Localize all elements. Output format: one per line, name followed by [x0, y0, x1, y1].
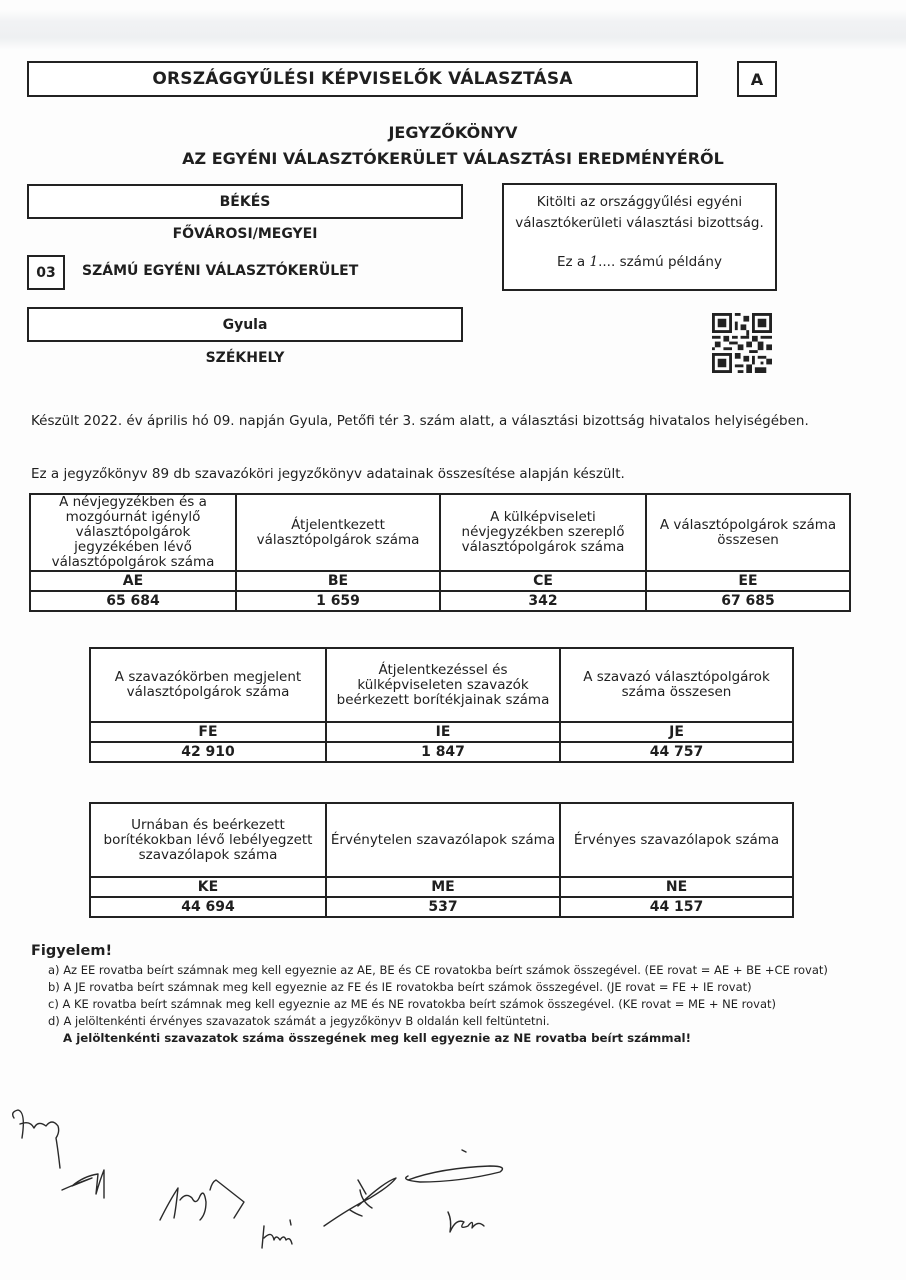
code-ke: KE — [90, 877, 326, 897]
code-ce: CE — [440, 571, 646, 591]
copy-number-line — [504, 252, 775, 273]
qr-module — [735, 353, 741, 359]
basis-statement: Ez a jegyzőkönyv 89 db szavazóköri jegyzőkönyv adatainak összesítése alapján készült. — [31, 466, 625, 482]
district-label: SZÁMÚ EGYÉNI VÁLASZTÓKERÜLET — [82, 263, 359, 279]
qr-module — [735, 364, 744, 367]
qr-module — [755, 367, 766, 373]
value-be: 1 659 — [236, 591, 440, 611]
table-header-row — [90, 648, 793, 722]
value-ee: 67 685 — [646, 591, 850, 611]
code-ie: IE — [326, 722, 560, 742]
committee-line1: Kitölti az országgyűlési egyéni — [536, 194, 743, 210]
value-me: 537 — [326, 897, 560, 917]
copy-prefix: Ez a — [557, 254, 586, 270]
note-emphasis: A jelöltenkénti szavazatok száma összegének meg kell egyeznie az NE rovatba beírt számmal! — [63, 1031, 691, 1045]
signature-7 — [448, 1212, 484, 1232]
header-ne: Érvényes szavazólapok száma — [560, 803, 793, 877]
election-title: ORSZÁGGYŰLÉSI KÉPVISELŐK VÁLASZTÁSA — [27, 61, 698, 97]
committee-info-box — [502, 183, 777, 291]
signatures-area — [0, 1090, 906, 1260]
form-letter-badge: A — [737, 61, 777, 97]
header-je: A szavazó választópolgárok száma összesen — [560, 648, 793, 722]
notes-title: Figyelem! — [31, 943, 113, 959]
table-header-row — [90, 803, 793, 877]
made-statement: Készült 2022. év április hó 09. napján Gyula, Petőfi tér 3. szám alatt, a választási bizottság hivatalos helyiségében. — [31, 413, 809, 429]
qr-module — [746, 342, 752, 348]
copy-number-handwritten: 1 — [589, 254, 599, 270]
value-ne: 44 157 — [560, 897, 793, 917]
signature-3 — [160, 1180, 244, 1220]
table-value-row — [30, 591, 850, 611]
qr-module — [761, 362, 764, 365]
qr-module — [766, 344, 772, 350]
signature-5 — [324, 1178, 396, 1226]
qr-module — [766, 359, 772, 365]
qr-module — [723, 347, 732, 350]
signature-4-kissne — [262, 1220, 292, 1248]
qr-module — [746, 330, 749, 336]
value-ae: 65 684 — [30, 591, 236, 611]
value-ke: 44 694 — [90, 897, 326, 917]
header-ce: A külképviseleti névjegyzékben szereplő választópolgárok száma — [440, 494, 646, 571]
qr-module — [715, 342, 721, 348]
header-ae: A névjegyzékben és a mozgóurnát igénylő választópolgárok jegyzékében lévő választópolgárok száma — [30, 494, 236, 571]
note-item: b) A JE rovatba beírt számnak meg kell egyeznie az FE és IE rovatokba beírt számok összegével. (JE rovat = FE + IE rovat) — [48, 980, 752, 994]
table-header-row — [30, 494, 850, 571]
header-ie: Átjelentkezéssel és külképviseleten szavazók beérkezett borítékjainak száma — [326, 648, 560, 722]
qr-module — [735, 313, 741, 316]
seat-label: SZÉKHELY — [205, 350, 285, 366]
scan-artifact — [0, 10, 906, 50]
code-je: JE — [560, 722, 793, 742]
note-item: c) A KE rovatba beírt számnak meg kell egyeznie az ME és NE rovatokba beírt számok összegével. (KE rovat = ME + NE rovat) — [48, 997, 776, 1011]
qr-module — [749, 350, 758, 353]
qr-module — [758, 356, 767, 359]
document-title-line2: AZ EGYÉNI VÁLASZTÓKERÜLET VÁLASZTÁSI EREDMÉNYÉRŐL — [182, 149, 724, 168]
copy-suffix: számú példány — [619, 254, 722, 270]
qr-module — [758, 342, 764, 351]
qr-module — [752, 356, 755, 365]
qr-module — [712, 336, 721, 339]
qr-module — [723, 336, 729, 342]
code-fe: FE — [90, 722, 326, 742]
qr-module — [752, 336, 758, 342]
turnout-table — [89, 647, 794, 763]
code-ee: EE — [646, 571, 850, 591]
signature-1 — [13, 1110, 60, 1168]
qr-module — [741, 336, 750, 339]
qr-module — [738, 344, 744, 350]
district-number-field: 03 — [27, 255, 65, 290]
committee-line2: választókerületi választási bizottság. — [515, 215, 764, 231]
table-code-row — [90, 877, 793, 897]
header-fe: A szavazókörben megjelent választópolgárok száma — [90, 648, 326, 722]
qr-module — [741, 324, 747, 330]
document-title-line1: JEGYZŐKÖNYV — [388, 123, 518, 142]
qr-module — [746, 364, 752, 373]
header-ke: Urnában és beérkezett borítékokban lévő lebélyegzett szavazólapok száma — [90, 803, 326, 877]
code-be: BE — [236, 571, 440, 591]
qr-module — [738, 370, 744, 373]
code-ne: NE — [560, 877, 793, 897]
document-title — [0, 120, 906, 172]
value-ie: 1 847 — [326, 742, 560, 762]
qr-code-icon — [712, 313, 772, 373]
qr-module — [712, 347, 715, 350]
header-ee: A választópolgárok száma összesen — [646, 494, 850, 571]
qr-module — [743, 356, 749, 362]
qr-module — [743, 316, 749, 322]
value-ce: 342 — [440, 591, 646, 611]
registered-voters-table — [29, 493, 851, 612]
table-code-row — [30, 571, 850, 591]
value-fe: 42 910 — [90, 742, 326, 762]
county-field: BÉKÉS — [27, 184, 463, 219]
seat-field: Gyula — [27, 307, 463, 342]
signature-6 — [406, 1150, 503, 1182]
header-me: Érvénytelen szavazólapok száma — [326, 803, 560, 877]
header-be: Átjelentkezett választópolgárok száma — [236, 494, 440, 571]
table-code-row — [90, 722, 793, 742]
code-ae: AE — [30, 571, 236, 591]
qr-module — [732, 336, 738, 339]
code-me: ME — [326, 877, 560, 897]
copy-dots: .... — [598, 254, 616, 270]
note-item: a) Az EE rovatba beírt számnak meg kell egyeznie az AE, BE és CE rovatokba beírt számok összegével. (EE rovat = AE + BE +CE rovat) — [48, 963, 828, 977]
signature-2 — [62, 1170, 104, 1198]
county-label: FŐVÁROSI/MEGYEI — [172, 226, 318, 242]
qr-module — [752, 313, 772, 333]
note-item: d) A jelöltenkénti érvényes szavazatok számát a jegyzőkönyv B oldalán kell feltüntetni. — [48, 1014, 550, 1028]
table-value-row — [90, 897, 793, 917]
value-je: 44 757 — [560, 742, 793, 762]
qr-module — [712, 313, 732, 333]
notes-section — [31, 943, 891, 1047]
qr-module — [735, 322, 738, 331]
qr-module — [761, 336, 772, 339]
ballots-table — [89, 802, 794, 918]
qr-module — [729, 342, 738, 345]
table-value-row — [90, 742, 793, 762]
qr-module — [712, 353, 732, 373]
